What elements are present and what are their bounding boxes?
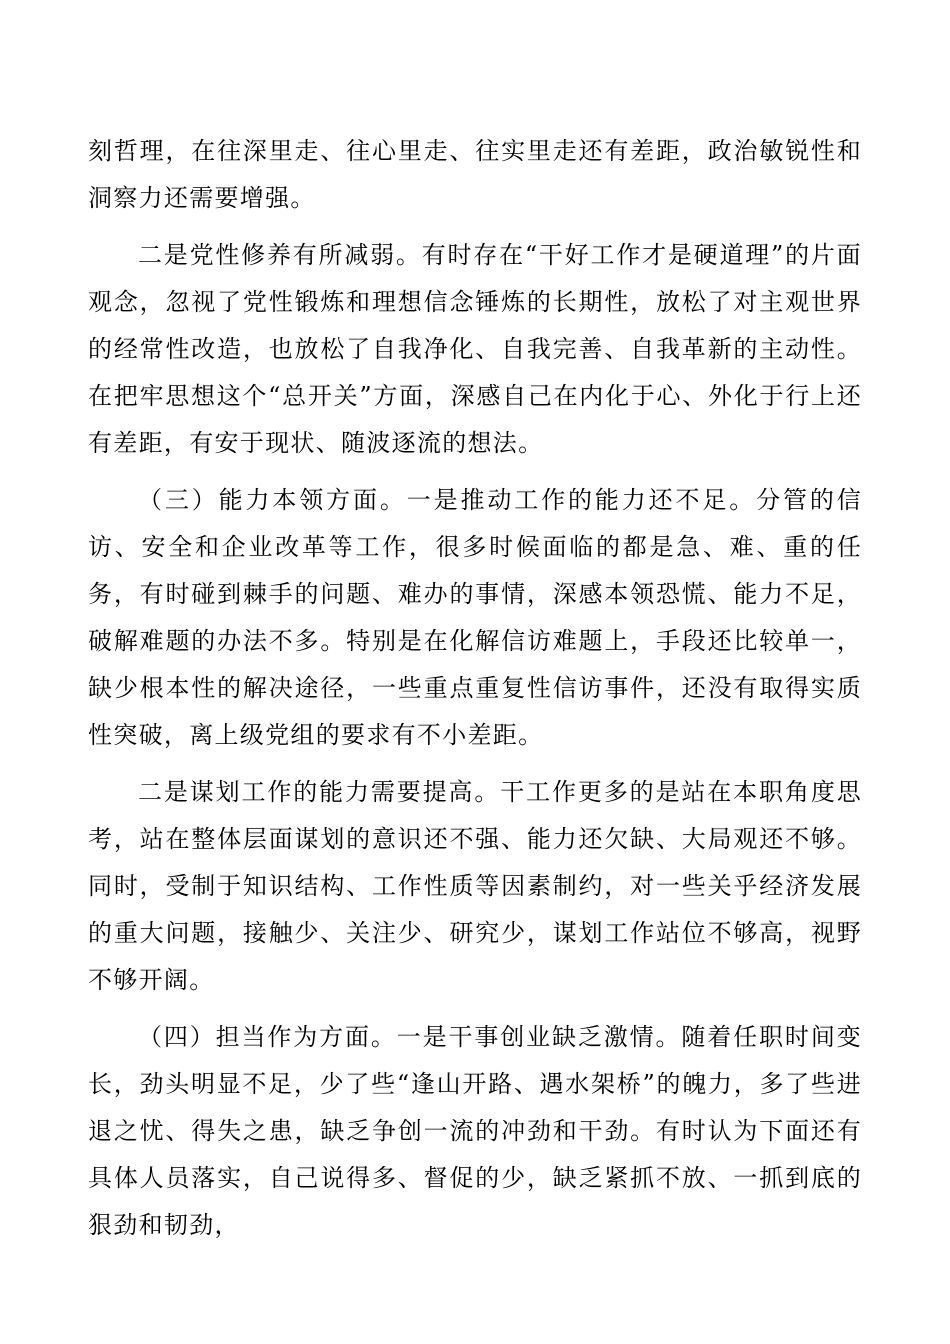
paragraph-ability: （三）能力本领方面。一是推动工作的能力还不足。分管的信访、安全和企业改革等工作，很多时候面临的都是急、难、重的任务，有时碰到棘手的问题、难办的事情，深感本领恐慌、能力不足，破解难题的办法不多。特别是在化解信访难题上，手段还比较单一，缺少根本性的解决途径，一些重点重复性信访事件，还没有取得实质性突破，离上级党组的要求有不小差距。 bbox=[88, 486, 862, 749]
paragraph-responsibility: （四）担当作为方面。一是干事创业缺乏激情。随着任职时间变长，劲头明显不足，少了些“逢山开路、遇水架桥”的魄力，多了些进退之忧、得失之患，缺乏争创一流的冲劲和干劲。有时认为下面还有具体人员落实，自己说得多、督促的少，缺乏紧抓不放、一抓到底的狠劲和韧劲， bbox=[88, 1023, 862, 1239]
paragraph-continuation: 刻哲理，在往深里走、往心里走、往实里走还有差距，政治敏锐性和洞察力还需要增强。 bbox=[88, 137, 862, 212]
document-page bbox=[88, 128, 862, 1249]
paragraph-planning: 二是谋划工作的能力需要提高。干工作更多的是站在本职角度思考，站在整体层面谋划的意识还不强、能力还欠缺、大局观还不够。同时，受制于知识结构、工作性质等因素制约，对一些关乎经济发展的重大问题，接触少、关注少、研究少，谋划工作站位不够高，视野不够开阔。 bbox=[88, 778, 862, 994]
paragraph-party-spirit: 二是党性修养有所减弱。有时存在“干好工作才是硬道理”的片面观念，忽视了党性锻炼和理想信念锤炼的长期性，放松了对主观世界的经常性改造，也放松了自我净化、自我完善、自我革新的主动性。在把牢思想这个“总开关”方面，深感自己在内化于心、外化于行上还有差距，有安于现状、随波逐流的想法。 bbox=[88, 241, 862, 457]
